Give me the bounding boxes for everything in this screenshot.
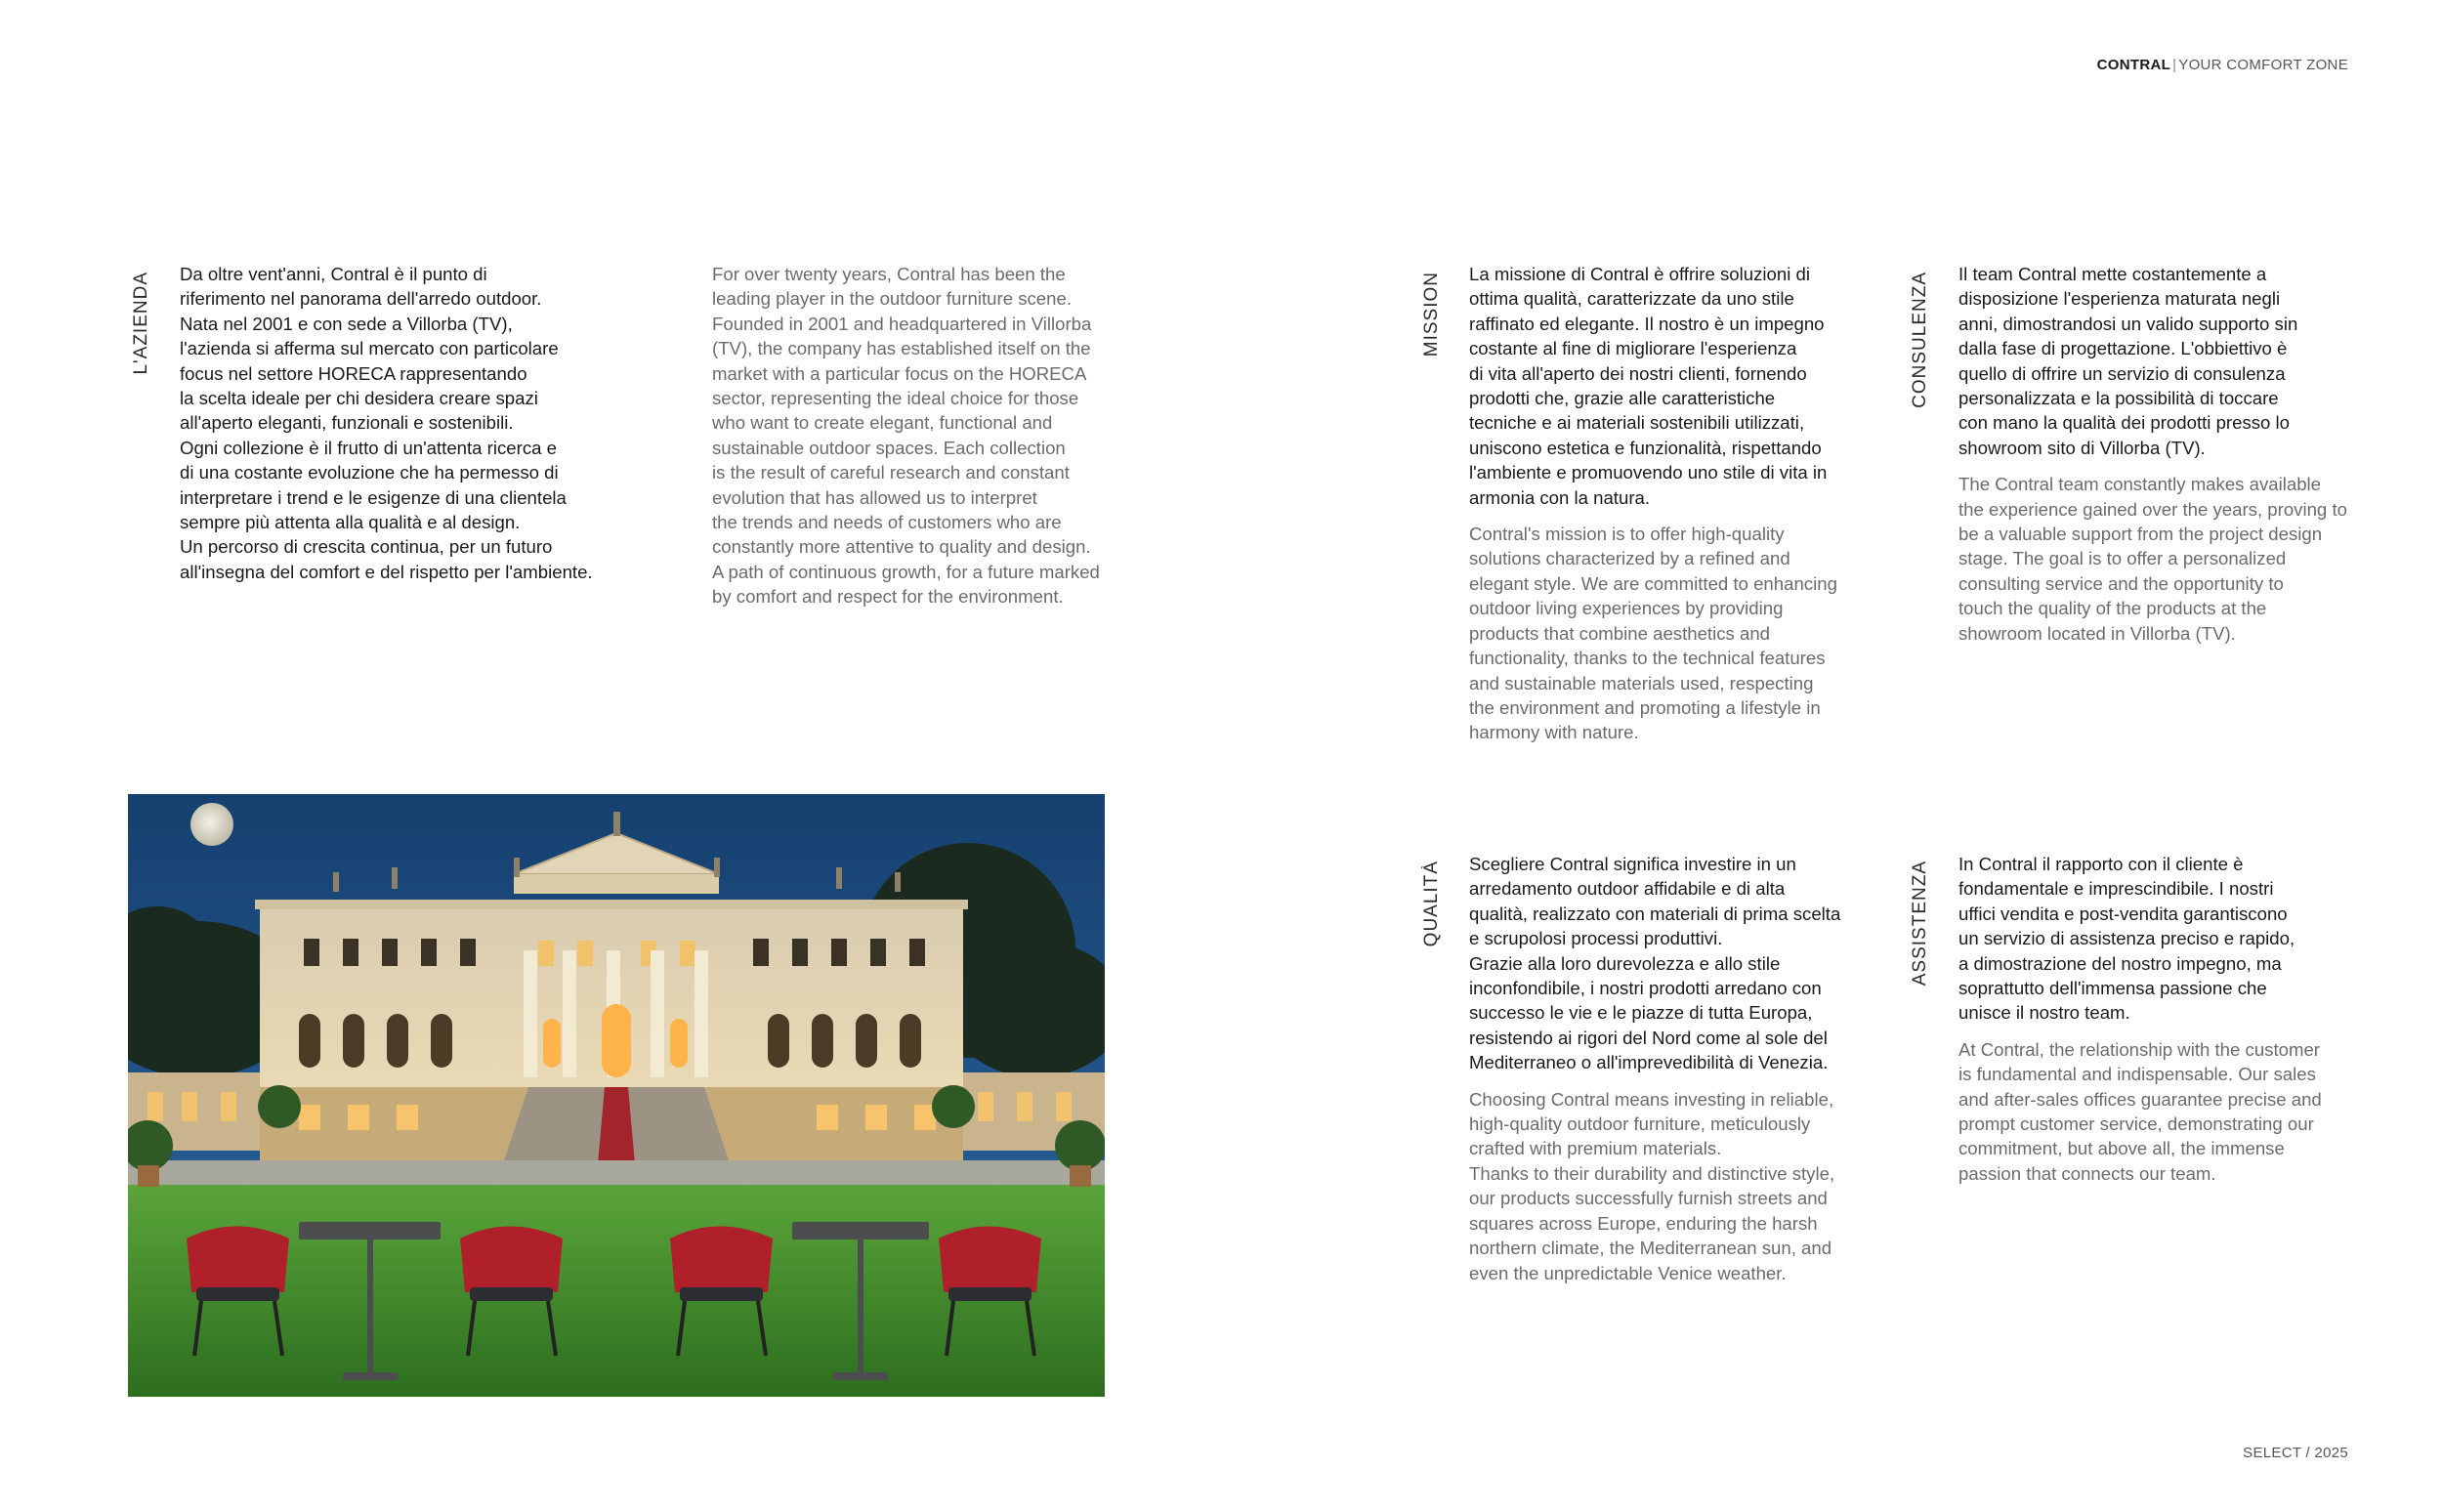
assistenza-it-line: unisce il nostro team. [1958,1002,2130,1024]
assistenza-it-line: a dimostrazione del nostro impegno, ma [1958,952,2282,974]
azienda-it-line: Da oltre vent'anni, Contral è il punto di [180,264,487,284]
qualita-en-line: Choosing Contral means investing in reliable, [1469,1088,1834,1110]
azienda-en-line: the trends and needs of customers who are [712,512,1062,533]
azienda-en-line: by comfort and respect for the environment. [712,586,1064,608]
consulenza-en-line: showroom located in Villorba (TV). [1958,622,2236,644]
azienda-en-line: is the result of careful research and constant [712,462,1070,483]
assistenza-en-line: prompt customer service, demonstrating our [1958,1113,2314,1135]
azienda-it-line: all'aperto eleganti, funzionali e sostenibili. [180,412,514,434]
azienda-it-line: all'insegna del comfort e del rispetto per l'ambiente. [180,561,593,582]
mission-it-line: raffinato ed elegante. Il nostro è un impegno [1469,313,1825,334]
consulenza-en-line: touch the quality of the products at the [1958,598,2267,619]
qualita-en-line: high-quality outdoor furniture, meticulously [1469,1113,1811,1135]
running-header [2097,57,2348,73]
qualita-en-line: Thanks to their durability and distinctive style, [1469,1162,1835,1184]
consulenza-it-line: showroom sito di Villorba (TV). [1958,437,2206,458]
azienda-it-line: Un percorso di crescita continua, per un futuro [180,536,553,558]
azienda-en-line: Founded in 2001 and headquartered in Villorba [712,313,1092,334]
page-footer: SELECT / 2025 [2243,1445,2348,1461]
qualita-en-line: northern climate, the Mediterranean sun, and [1469,1238,1832,1259]
qualita-en-line: crafted with premium materials. [1469,1138,1722,1159]
assistenza-it-line: uffici vendita e post-vendita garantiscono [1958,903,2288,924]
mission-it-line: uniscono estetica e funzionalità, rispettando [1469,437,1822,458]
assistenza-it-line: un servizio di assistenza preciso e rapido, [1958,928,2295,949]
qualita-it-line: Mediterraneo o all'imprevedibilità di Venezia. [1469,1052,1829,1073]
azienda-it-line: la scelta ideale per chi desidera creare spazi [180,388,538,409]
consulenza-en-line: the experience gained over the years, proving to [1958,498,2347,520]
section-label-qualita: QUALITÀ [1421,861,1442,947]
mission-en-line: outdoor living experiences by providing [1469,598,1784,619]
mission-it-line: armonia con la natura. [1469,486,1651,508]
qualita-it-line: e scrupolosi processi produttivi. [1469,928,1723,949]
azienda-it-line: Ogni collezione è il frutto di un'attenta ricerca e [180,437,557,458]
qualita-it-line: arredamento outdoor affidabile e di alta [1469,878,1786,900]
assistenza-text [1958,852,2369,1186]
mission-it-line: tecniche e ai materiali sostenibili utilizzati, [1469,412,1805,434]
assistenza-en-line: is fundamental and indispensable. Our sales [1958,1064,2316,1085]
azienda-en-line: evolution that has allowed us to interpret [712,486,1037,508]
consulenza-text [1958,262,2369,646]
section-label-consulenza: CONSULENZA [1910,272,1930,408]
azienda-it-line: sempre più attenta alla qualità e al design. [180,512,521,533]
villa-night-photo [128,794,1105,1397]
assistenza-it-line: soprattutto dell'immensa passione che [1958,978,2267,999]
qualita-en-line: squares across Europe, enduring the harsh [1469,1212,1818,1234]
azienda-en-line: A path of continuous growth, for a future marked [712,561,1100,582]
consulenza-en-line: stage. The goal is to offer a personalized [1958,548,2287,569]
mission-it-line: l'ambiente e promuovendo uno stile di vita in [1469,462,1828,483]
qualita-en-line: even the unpredictable Venice weather. [1469,1262,1787,1283]
azienda-it-line: Nata nel 2001 e con sede a Villorba (TV), [180,313,513,334]
qualita-it-line: inconfondibile, i nostri prodotti arredano con [1469,978,1822,999]
consulenza-it-line: con mano la qualità dei prodotti presso lo [1958,412,2291,434]
qualita-it-line: qualità, realizzato con materiali di prima scelta [1469,903,1841,924]
azienda-it-line: interpretare i trend e le esigenze di una clientela [180,486,567,508]
azienda-it-line: di una costante evoluzione che ha permesso di [180,462,559,483]
mission-it-line: prodotti che, grazie alle caratteristiche [1469,388,1776,409]
moon [190,803,233,846]
mission-en-line: and sustainable materials used, respecting [1469,672,1814,693]
header-separator: | [2172,57,2177,73]
consulenza-it-line: anni, dimostrandosi un valido supporto sin [1958,313,2298,334]
azienda-en-line: sector, representing the ideal choice for those [712,388,1079,409]
mission-en-line: the environment and promoting a lifestyle in [1469,696,1821,718]
assistenza-en-line: and after-sales offices guarantee precise and [1958,1088,2322,1110]
consulenza-en-line: consulting service and the opportunity to [1958,572,2284,594]
mission-en-line: solutions characterized by a refined and [1469,548,1790,569]
qualita-it-line: successo le vie e le piazze di tutta Europa, [1469,1002,1813,1024]
qualita-text [1469,852,1879,1285]
mission-text [1469,262,1879,745]
azienda-en-line: sustainable outdoor spaces. Each collection [712,437,1066,458]
consulenza-it-line: dalla fase di progettazione. L'obbiettivo è [1958,338,2288,359]
mission-en-line: Contral's mission is to offer high-quality [1469,524,1785,545]
qualita-it-line: resistendo ai rigori del Nord come al sole del [1469,1027,1828,1048]
azienda-en-line: who want to create elegant, functional and [712,412,1053,434]
qualita-en-line: our products successfully furnish streets and [1469,1188,1828,1209]
assistenza-en-line: commitment, but above all, the immense [1958,1138,2285,1159]
azienda-italian-text [180,262,629,584]
mission-en-line: elegant style. We are committed to enhancing [1469,572,1837,594]
azienda-en-line: (TV), the company has established itself on the [712,338,1091,359]
consulenza-it-line: quello di offrire un servizio di consulenza [1958,362,2286,384]
header-tagline: YOUR COMFORT ZONE [2178,57,2348,73]
azienda-en-line: For over twenty years, Contral has been the [712,264,1066,284]
section-label-assistenza: ASSISTENZA [1910,861,1930,987]
azienda-it-line: focus nel settore HORECA rappresentando [180,362,527,384]
mission-it-line: di vita all'aperto dei nostri clienti, fornendo [1469,362,1807,384]
mission-it-line: costante al fine di migliorare l'esperienza [1469,338,1797,359]
mission-en-line: functionality, thanks to the technical features [1469,648,1826,669]
section-label-mission: MISSION [1421,272,1442,357]
qualita-it-line: Scegliere Contral significa investire in un [1469,854,1796,874]
azienda-en-line: constantly more attentive to quality and design. [712,536,1091,558]
azienda-it-line: riferimento nel panorama dell'arredo outdoor. [180,288,542,310]
mission-it-line: La missione di Contral è offrire soluzioni di [1469,264,1810,284]
azienda-en-line: market with a particular focus on the HORECA [712,362,1087,384]
assistenza-en-line: At Contral, the relationship with the customer [1958,1038,2320,1060]
azienda-english-text [712,262,1132,609]
mission-en-line: products that combine aesthetics and [1469,622,1771,644]
azienda-en-line: leading player in the outdoor furniture scene. [712,288,1072,310]
mission-it-line: ottima qualità, caratterizzate da uno stile [1469,288,1794,310]
mission-en-line: harmony with nature. [1469,722,1639,743]
azienda-it-line: l'azienda si afferma sul mercato con particolare [180,338,559,359]
consulenza-en-line: be a valuable support from the project design [1958,524,2323,545]
assistenza-it-line: fondamentale e imprescindibile. I nostri [1958,878,2274,900]
consulenza-it-line: personalizzata e la possibilità di toccare [1958,388,2279,409]
qualita-it-line: Grazie alla loro durevolezza e allo stile [1469,952,1781,974]
assistenza-it-line: In Contral il rapporto con il cliente è [1958,854,2244,874]
consulenza-en-line: The Contral team constantly makes available [1958,474,2322,495]
assistenza-en-line: passion that connects our team. [1958,1162,2216,1184]
consulenza-it-line: Il team Contral mette costantemente a [1958,264,2267,284]
section-label-azienda: L'AZIENDA [131,272,151,375]
consulenza-it-line: disposizione l'esperienza maturata negli [1958,288,2281,310]
header-brand: CONTRAL [2096,57,2171,73]
